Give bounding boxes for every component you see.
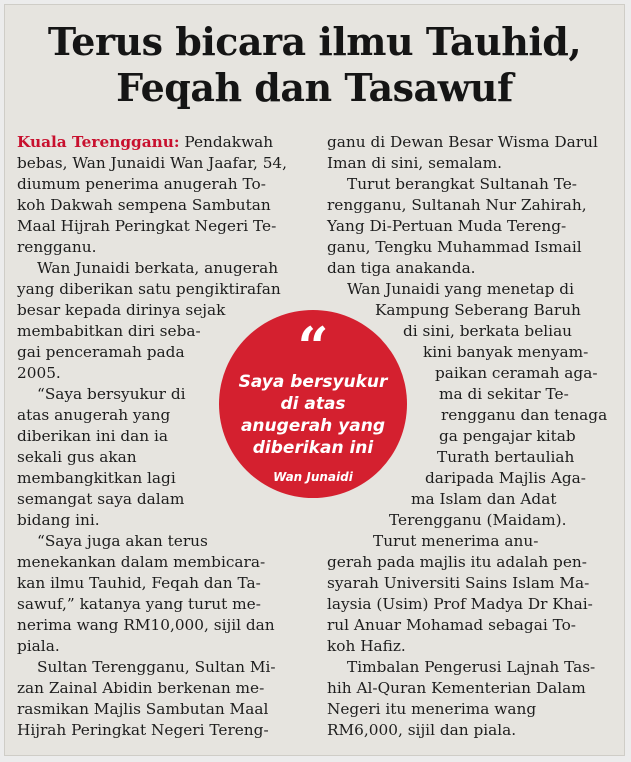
body-line-right: daripada Majlis Aga- [425,469,586,487]
headline-line-2: Feqah dan Tasawuf [116,65,513,110]
body-line-left: diumum penerima anugerah To- [17,175,266,193]
body-line-left: koh Dakwah sempena Sambutan [17,196,271,214]
body-line-left [17,132,273,153]
body-line-right: Turath bertauliah [437,448,575,466]
body-line-right: syarah Universiti Sains Islam Ma- [327,574,590,592]
body-line-left: besar kepada dirinya sejak [17,301,226,319]
quote-mark-icon: “ [297,315,329,379]
body-line-right: Terengganu (Maidam). [389,511,567,529]
body-line-left: rengganu. [17,238,97,256]
body-line-left: gai penceramah pada [17,343,185,361]
body-line-left: menekankan dalam membicara- [17,553,266,571]
body-line-left: Maal Hijrah Peringkat Negeri Te- [17,217,277,235]
headline-line-1: Terus bicara ilmu Tauhid, [47,19,582,64]
body-line-right: ga pengajar kitab [439,427,576,445]
body-line-right: Wan Junaidi yang menetap di [347,280,574,298]
body-line-right: hih Al-Quran Kementerian Dalam [327,679,586,697]
body-line-right: Turut menerima anu- [373,532,539,550]
body-line-left: sawuf,” katanya yang turut me- [17,595,261,613]
body-line-left-0: Pendakwah [179,133,274,151]
body-line-left: sekali gus akan [17,448,137,466]
body-line-left: Wan Junaidi berkata, anugerah [37,259,279,277]
body-line-right: rengganu dan tenaga [441,406,608,424]
body-line-left: nerima wang RM10,000, sijil dan [17,616,275,634]
body-line-right: di sini, berkata beliau [403,322,573,340]
body-line-left: zan Zainal Abidin berkenan me- [17,679,265,697]
dateline: Kuala Terengganu: [17,133,180,151]
body-line-left: diberikan ini dan ia [17,427,168,445]
body-line-left: yang diberikan satu pengiktirafan [17,280,281,298]
body-line-left: 2005. [17,364,61,382]
body-line-right: paikan ceramah aga- [435,364,598,382]
body-line-right: Iman di sini, semalam. [327,154,503,172]
pull-quote-circle [219,310,407,498]
body-line-left: piala. [17,637,60,655]
body-line-right: ganu di Dewan Besar Wisma Darul [327,133,598,151]
body-line-right: Negeri itu menerima wang [327,700,537,718]
body-line-right: koh Hafiz. [327,637,406,655]
body-line-right: Kampung Seberang Baruh [375,301,581,319]
body-line-left: membangkitkan lagi [17,469,176,487]
body-line-left: atas anugerah yang [17,406,171,424]
pull-quote-line: Saya bersyukur [238,372,388,392]
pull-quote-line: diberikan ini [252,438,374,458]
body-line-right: ma di sekitar Te- [439,385,569,403]
pull-quote-attribution: Wan Junaidi [273,470,353,484]
body-line-right: rengganu, Sultanah Nur Zahirah, [327,196,587,214]
body-line-left: membabitkan diri seba- [17,322,201,340]
body-line-right: kini banyak menyam- [423,343,589,361]
body-line-right: Timbalan Pengerusi Lajnah Tas- [347,658,596,676]
pull-quote-line: anugerah yang [240,416,386,436]
body-line-left: kan ilmu Tauhid, Feqah dan Ta- [17,574,261,592]
body-line-left: bidang ini. [17,511,100,529]
body-line-left: Hijrah Peringkat Negeri Tereng- [17,721,269,739]
body-line-left: Sultan Terengganu, Sultan Mi- [37,658,276,676]
body-line-left: “Saya bersyukur di [37,385,186,403]
newspaper-clipping [4,4,625,756]
body-line-right: Turut berangkat Sultanah Te- [347,175,577,193]
body-line-right: rul Anuar Mohamad sebagai To- [327,616,576,634]
body-line-left: rasmikan Majlis Sambutan Maal [17,700,269,718]
body-line-right: gerah pada majlis itu adalah pen- [327,553,587,571]
body-line-left: semangat saya dalam [17,490,185,508]
body-line-right: Yang Di-Pertuan Muda Tereng- [327,217,567,235]
body-line-right: dan tiga anakanda. [327,259,476,277]
body-line-right: laysia (Usim) Prof Madya Dr Khai- [327,595,593,613]
body-line-left: bebas, Wan Junaidi Wan Jaafar, 54, [17,154,288,172]
body-line-left: “Saya juga akan terus [37,532,208,550]
body-line-right: ganu, Tengku Muhammad Ismail [327,238,582,256]
headline [5,19,624,111]
body-line-right: RM6,000, sijil dan piala. [327,721,517,739]
pull-quote-line: di atas [280,394,346,414]
body-line-right: ma Islam dan Adat [411,490,557,508]
